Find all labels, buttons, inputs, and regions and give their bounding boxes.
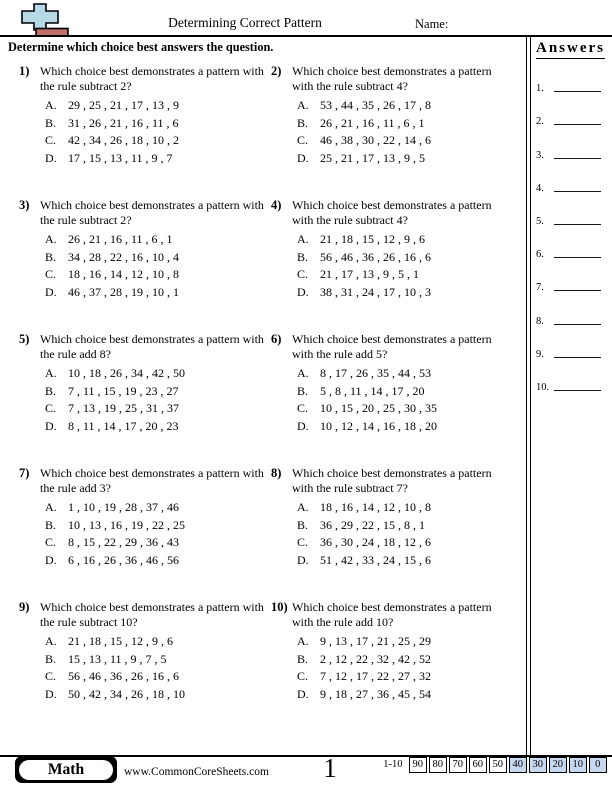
answer-slot	[536, 227, 608, 260]
question-body	[292, 198, 526, 301]
choice-d	[45, 418, 266, 436]
choice-text: 15 , 13 , 11 , 9 , 7 , 5	[68, 651, 167, 666]
question-text-line-1: Which choice best demonstrates a pattern	[292, 332, 492, 346]
question-text-line-1: Which choice best demonstrates a pattern	[292, 198, 492, 212]
choice-letter: D.	[297, 418, 309, 433]
plus-minus-logo-icon	[12, 3, 70, 38]
choice-letter: C.	[45, 535, 57, 549]
question-block	[14, 466, 266, 569]
choice-text: 2 , 12 , 22 , 32 , 42 , 52	[320, 651, 431, 666]
choice-letter: C.	[45, 267, 57, 281]
choice-letter: C.	[297, 267, 309, 281]
subject-badge	[15, 756, 117, 783]
choice-c	[45, 132, 266, 150]
page-number: 1	[323, 753, 337, 783]
question-number: 10)	[271, 600, 288, 614]
choice-text: 18 , 16 , 14 , 12 , 10 , 8	[68, 267, 179, 281]
answer-slot-number: 9.	[536, 348, 544, 360]
choice-c	[297, 668, 526, 686]
choice-a	[297, 231, 526, 249]
answer-slot-number: 5.	[536, 215, 544, 227]
questions-grid	[14, 64, 526, 703]
choice-letter: B.	[45, 651, 57, 666]
question-text-line-2: with the rule subtract 4?	[292, 212, 408, 227]
choice-letter: B.	[297, 249, 309, 264]
choice-letter: C.	[297, 401, 309, 415]
choice-letter: A.	[45, 232, 57, 246]
choice-c	[45, 668, 266, 686]
score-cell: 30	[529, 757, 548, 773]
choice-d	[45, 552, 266, 570]
choice-d	[297, 686, 526, 704]
answer-blank-line[interactable]	[554, 90, 601, 92]
question-text-line-1: Which choice best demonstrates a pattern with	[40, 466, 264, 480]
choice-letter: D.	[297, 284, 309, 299]
question-text-line-1: Which choice best demonstrates a pattern	[292, 64, 492, 78]
choice-a	[45, 231, 266, 249]
question-body	[292, 332, 526, 435]
choices-list	[297, 365, 526, 435]
choice-letter: C.	[45, 133, 57, 147]
choice-text: 10 , 18 , 26 , 34 , 42 , 50	[68, 366, 185, 380]
question-text-line-1: Which choice best demonstrates a pattern with	[40, 64, 264, 78]
question-number: 6)	[271, 332, 282, 346]
choice-text: 21 , 18 , 15 , 12 , 9 , 6	[68, 634, 173, 648]
choice-text: 25 , 21 , 17 , 13 , 9 , 5	[320, 150, 425, 165]
header-rule	[0, 35, 612, 38]
choice-letter: C.	[297, 133, 309, 147]
choice-letter: A.	[297, 634, 309, 648]
question-text-line-1: Which choice best demonstrates a pattern with	[40, 198, 264, 212]
choice-text: 31 , 26 , 21 , 16 , 11 , 6	[68, 115, 179, 130]
choice-b	[45, 651, 266, 669]
choice-letter: A.	[297, 366, 309, 380]
answer-blank-line[interactable]	[554, 389, 601, 391]
score-cell: 80	[429, 757, 448, 773]
score-cell: 90	[409, 757, 428, 773]
choice-text: 1 , 10 , 19 , 28 , 37 , 46	[68, 500, 179, 514]
question-text-line-1: Which choice best demonstrates a pattern	[292, 600, 492, 614]
score-cell: 40	[509, 757, 528, 773]
choice-b	[45, 115, 266, 133]
choice-text: 42 , 34 , 26 , 18 , 10 , 2	[68, 133, 179, 147]
choice-letter: A.	[45, 634, 57, 648]
choice-b	[45, 249, 266, 267]
question-block	[266, 198, 526, 301]
score-cell: 10	[569, 757, 588, 773]
choice-b	[297, 115, 526, 133]
choice-b	[45, 383, 266, 401]
choice-letter: D.	[45, 686, 57, 701]
score-cell: 20	[549, 757, 568, 773]
choices-list	[45, 365, 266, 435]
choice-text: 21 , 17 , 13 , 9 , 5 , 1	[320, 267, 419, 281]
choice-c	[45, 400, 266, 418]
choice-c	[297, 534, 526, 552]
choice-text: 46 , 38 , 30 , 22 , 14 , 6	[320, 133, 431, 147]
choice-text: 10 , 13 , 16 , 19 , 22 , 25	[68, 517, 185, 532]
choice-text: 36 , 29 , 22 , 15 , 8 , 1	[320, 517, 425, 532]
choice-a	[45, 365, 266, 383]
choice-text: 5 , 8 , 11 , 14 , 17 , 20	[320, 383, 425, 398]
question-block	[266, 600, 526, 703]
choice-text: 26 , 21 , 16 , 11 , 6 , 1	[320, 115, 425, 130]
question-block	[14, 64, 266, 167]
choice-letter: C.	[45, 401, 57, 415]
choice-c	[297, 132, 526, 150]
choice-letter: B.	[45, 249, 57, 264]
choice-text: 26 , 21 , 16 , 11 , 6 , 1	[68, 232, 173, 246]
question-text-line-2: the rule subtract 2?	[40, 212, 132, 227]
choice-d	[45, 686, 266, 704]
choice-b	[297, 651, 526, 669]
choice-letter: A.	[45, 500, 57, 514]
choice-letter: A.	[297, 98, 309, 112]
question-number: 3)	[19, 198, 30, 212]
choice-letter: B.	[297, 517, 309, 532]
choice-text: 10 , 12 , 14 , 16 , 18 , 20	[320, 418, 437, 433]
answer-slot-number: 10.	[536, 381, 550, 393]
choices-list	[45, 499, 266, 569]
choice-text: 46 , 37 , 28 , 19 , 10 , 1	[68, 284, 179, 299]
choice-letter: D.	[45, 150, 57, 165]
score-cells	[409, 757, 608, 773]
choices-list	[45, 633, 266, 703]
question-body	[292, 600, 526, 703]
answers-title: Answers	[536, 40, 605, 59]
choice-letter: B.	[45, 115, 57, 130]
choice-text: 7 , 11 , 15 , 19 , 23 , 27	[68, 383, 179, 398]
choice-text: 17 , 15 , 13 , 11 , 9 , 7	[68, 150, 173, 165]
answer-slot-number: 8.	[536, 315, 544, 327]
question-text-line-1: Which choice best demonstrates a pattern with	[40, 600, 264, 614]
question-body	[40, 198, 266, 301]
choice-b	[297, 249, 526, 267]
answer-slot-number: 2.	[536, 116, 544, 128]
choice-letter: D.	[45, 418, 57, 433]
choice-letter: B.	[45, 383, 57, 398]
choice-a	[297, 499, 526, 517]
answer-blank-line[interactable]	[554, 190, 601, 192]
answer-blank-line[interactable]	[554, 223, 601, 225]
choice-letter: C.	[297, 535, 309, 549]
choice-d	[297, 418, 526, 436]
answer-blank-line[interactable]	[554, 123, 601, 125]
question-text-line-2: with the rule subtract 7?	[292, 480, 408, 495]
choice-a	[297, 365, 526, 383]
choice-c	[297, 400, 526, 418]
score-cell: 60	[469, 757, 488, 773]
question-body	[40, 466, 266, 569]
question-text-line-2: with the rule subtract 4?	[292, 78, 408, 93]
answer-slot-number: 4.	[536, 182, 544, 194]
choice-letter: D.	[297, 150, 309, 165]
choice-letter: D.	[45, 552, 57, 567]
answer-blank-line[interactable]	[554, 356, 601, 358]
choice-d	[297, 552, 526, 570]
question-body	[292, 64, 526, 167]
choice-letter: C.	[297, 669, 309, 683]
choice-text: 56 , 46 , 36 , 26 , 16 , 6	[320, 249, 431, 264]
choice-text: 7 , 13 , 19 , 25 , 31 , 37	[68, 401, 179, 415]
question-text-line-2: the rule add 8?	[40, 346, 111, 361]
answer-slot-number: 7.	[536, 282, 544, 294]
choice-d	[297, 284, 526, 302]
choice-text: 8 , 17 , 26 , 35 , 44 , 53	[320, 366, 431, 380]
choice-text: 53 , 44 , 35 , 26 , 17 , 8	[320, 98, 431, 112]
answer-slot-number: 3.	[536, 149, 544, 161]
question-body	[292, 466, 526, 569]
choice-a	[297, 97, 526, 115]
choices-list	[297, 499, 526, 569]
question-number: 5)	[19, 332, 30, 346]
choice-text: 29 , 25 , 21 , 17 , 13 , 9	[68, 98, 179, 112]
question-block	[14, 332, 266, 435]
answer-blank-line[interactable]	[554, 289, 601, 291]
question-text-line-2: the rule subtract 2?	[40, 78, 132, 93]
choice-letter: A.	[297, 232, 309, 246]
question-number: 1)	[19, 64, 30, 78]
page-title: Determining Correct Pattern	[168, 15, 322, 30]
question-number: 7)	[19, 466, 30, 480]
question-number: 9)	[19, 600, 30, 614]
choice-a	[45, 499, 266, 517]
choice-text: 51 , 42 , 33 , 24 , 15 , 6	[320, 552, 431, 567]
choice-text: 10 , 15 , 20 , 25 , 30 , 35	[320, 401, 437, 415]
choice-letter: D.	[45, 284, 57, 299]
answer-blank-line[interactable]	[554, 323, 601, 325]
answer-slot	[536, 61, 608, 94]
choice-text: 36 , 30 , 24 , 18 , 12 , 6	[320, 535, 431, 549]
answer-slot	[536, 94, 608, 127]
question-number: 4)	[271, 198, 282, 212]
answer-slot	[536, 293, 608, 326]
choice-letter: A.	[45, 98, 57, 112]
answer-slot	[536, 260, 608, 293]
answer-slot	[536, 327, 608, 360]
answer-slot-number: 6.	[536, 249, 544, 261]
question-body	[40, 600, 266, 703]
choice-text: 9 , 18 , 27 , 36 , 45 , 54	[320, 686, 431, 701]
answer-blank-line[interactable]	[554, 256, 601, 258]
question-text-line-1: Which choice best demonstrates a pattern with	[40, 332, 264, 346]
choice-b	[297, 517, 526, 535]
choice-b	[45, 517, 266, 535]
score-cell: 50	[489, 757, 508, 773]
choices-list	[297, 633, 526, 703]
question-block	[266, 332, 526, 435]
question-block	[14, 198, 266, 301]
name-label: Name:	[415, 17, 449, 31]
choice-text: 8 , 15 , 22 , 29 , 36 , 43	[68, 535, 179, 549]
choice-text: 21 , 18 , 15 , 12 , 9 , 6	[320, 232, 425, 246]
question-body	[40, 64, 266, 167]
score-range-label: 1-10	[383, 759, 403, 771]
answer-slot	[536, 161, 608, 194]
choice-letter: A.	[45, 366, 57, 380]
instruction-text: Determine which choice best answers the question.	[8, 40, 274, 54]
choice-b	[297, 383, 526, 401]
choice-text: 50 , 42 , 34 , 26 , 18 , 10	[68, 686, 185, 701]
choice-c	[297, 266, 526, 284]
choice-text: 18 , 16 , 14 , 12 , 10 , 8	[320, 500, 431, 514]
answers-divider-double-line	[526, 35, 531, 756]
choice-letter: D.	[297, 686, 309, 701]
choices-list	[297, 97, 526, 167]
question-text-line-2: the rule subtract 10?	[40, 614, 138, 629]
choice-letter: B.	[45, 517, 57, 532]
choice-text: 9 , 13 , 17 , 21 , 25 , 29	[320, 634, 431, 648]
choice-letter: C.	[45, 669, 57, 683]
question-text-line-2: with the rule add 5?	[292, 346, 388, 361]
answers-slot-list	[536, 61, 608, 393]
question-block	[14, 600, 266, 703]
score-cell: 70	[449, 757, 468, 773]
question-body	[40, 332, 266, 435]
website-url: www.CommonCoreSheets.com	[124, 766, 269, 778]
choice-text: 8 , 11 , 14 , 17 , 20 , 23	[68, 418, 179, 433]
answer-slot	[536, 194, 608, 227]
answer-blank-line[interactable]	[554, 157, 601, 159]
choice-text: 56 , 46 , 36 , 26 , 16 , 6	[68, 669, 179, 683]
choice-letter: B.	[297, 115, 309, 130]
answer-slot	[536, 360, 608, 393]
score-table	[383, 757, 607, 773]
choice-d	[297, 150, 526, 168]
question-text-line-1: Which choice best demonstrates a pattern	[292, 466, 492, 480]
choice-text: 34 , 28 , 22 , 16 , 10 , 4	[68, 249, 179, 264]
question-text-line-2: with the rule add 10?	[292, 614, 394, 629]
subject-badge-label: Math	[19, 760, 113, 780]
score-cell: 0	[589, 757, 608, 773]
choices-list	[45, 97, 266, 167]
choice-letter: A.	[297, 500, 309, 514]
choice-letter: B.	[297, 651, 309, 666]
choice-text: 38 , 31 , 24 , 17 , 10 , 3	[320, 284, 431, 299]
question-block	[266, 466, 526, 569]
choice-text: 6 , 16 , 26 , 36 , 46 , 56	[68, 552, 179, 567]
choices-list	[45, 231, 266, 301]
question-text-line-2: the rule add 3?	[40, 480, 111, 495]
answer-slot-number: 1.	[536, 83, 544, 95]
choice-a	[45, 97, 266, 115]
choice-text: 7 , 12 , 17 , 22 , 27 , 32	[320, 669, 431, 683]
answers-panel	[536, 39, 608, 393]
choice-letter: D.	[297, 552, 309, 567]
question-block	[266, 64, 526, 167]
choices-list	[297, 231, 526, 301]
answer-slot	[536, 127, 608, 160]
choice-a	[45, 633, 266, 651]
choice-a	[297, 633, 526, 651]
choice-letter: B.	[297, 383, 309, 398]
question-number: 8)	[271, 466, 282, 480]
choice-d	[45, 150, 266, 168]
question-number: 2)	[271, 64, 282, 78]
choice-d	[45, 284, 266, 302]
choice-c	[45, 266, 266, 284]
choice-c	[45, 534, 266, 552]
